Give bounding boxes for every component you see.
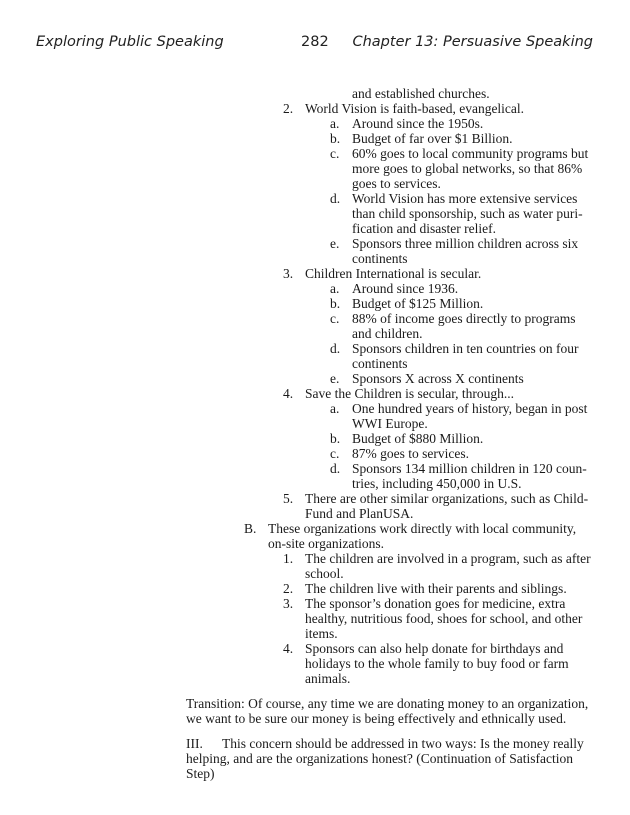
list-letter: c. (330, 446, 340, 461)
text-line: Budget of $125 Million. (352, 296, 484, 311)
text-line: than child sponsorship, such as water puri- (352, 206, 583, 221)
text-line: Sponsors X across X continents (352, 371, 524, 386)
text-line: healthy, nutritious food, shoes for school, and other (305, 611, 583, 626)
list-letter: a. (330, 281, 340, 296)
section-letter: B. (244, 521, 257, 536)
text-line: These organizations work directly with local community, (268, 521, 577, 536)
text-line: Fund and PlanUSA. (305, 506, 414, 521)
text-line: 88% of income goes directly to programs (352, 311, 576, 326)
text-line: The children live with their parents and siblings. (305, 581, 567, 596)
text-line: continents (352, 251, 408, 266)
list-letter: c. (330, 146, 340, 161)
text-line: Around since the 1950s. (352, 116, 484, 131)
list-number: 2. (283, 581, 294, 596)
text-line: animals. (305, 671, 351, 686)
text-line: Budget of $880 Million. (352, 431, 484, 446)
text-line: tries, including 450,000 in U.S. (352, 476, 522, 491)
text-line: Budget of far over $1 Billion. (352, 131, 513, 146)
list-letter: b. (330, 131, 341, 146)
text-line: continents (352, 356, 408, 371)
text-line: World Vision has more extensive services (352, 191, 578, 206)
list-number: 3. (283, 596, 294, 611)
list-number: 1. (283, 551, 294, 566)
text-line: items. (305, 626, 338, 641)
transition-text: Transition: Of course, any time we are donating money to an organization, (186, 696, 589, 711)
text-line: Children International is secular. (305, 266, 482, 281)
running-header-chapter: Chapter 13: Persuasive Speaking (352, 34, 593, 50)
text-line: WWI Europe. (352, 416, 428, 431)
running-header-book-title: Exploring Public Speaking (36, 34, 224, 50)
text-line: World Vision is faith-based, evangelical. (305, 101, 525, 116)
text-line: goes to services. (352, 176, 441, 191)
text-line: school. (305, 566, 344, 581)
text-line: The children are involved in a program, such as after (305, 551, 591, 566)
text-line: This concern should be addressed in two ways: Is the money really (222, 736, 584, 751)
text-line: holidays to the whole family to buy food or farm (305, 656, 569, 671)
list-number: 4. (283, 386, 294, 401)
text-line: more goes to global networks, so that 86% (352, 161, 583, 176)
list-letter: d. (330, 191, 341, 206)
list-letter: b. (330, 431, 341, 446)
text-line: on-site organizations. (268, 536, 384, 551)
list-letter: e. (330, 371, 340, 386)
list-number: 5. (283, 491, 294, 506)
text-line: Step) (186, 766, 215, 781)
transition-text: we want to be sure our money is being effectively and ethnically used. (186, 711, 567, 726)
page-number: 282 (301, 34, 329, 50)
list-letter: a. (330, 401, 340, 416)
list-letter: a. (330, 116, 340, 131)
list-number: 4. (283, 641, 294, 656)
text-line: Sponsors children in ten countries on four (352, 341, 579, 356)
text-line: 87% goes to services. (352, 446, 469, 461)
text-line: The sponsor’s donation goes for medicine, extra (305, 596, 566, 611)
list-letter: d. (330, 461, 341, 476)
text-line: Sponsors can also help donate for birthdays and (305, 641, 564, 656)
text-line: fication and disaster relief. (352, 221, 496, 236)
text-line: and established churches. (352, 86, 490, 101)
text-line: One hundred years of history, began in post (352, 401, 588, 416)
text-line: Save the Children is secular, through... (305, 386, 515, 401)
text-line: 60% goes to local community programs but (352, 146, 589, 161)
list-number: 3. (283, 266, 294, 281)
list-letter: e. (330, 236, 340, 251)
text-line: Around since 1936. (352, 281, 459, 296)
text-line: Sponsors 134 million children in 120 coun- (352, 461, 587, 476)
text-line: There are other similar organizations, such as Child- (305, 491, 589, 506)
list-letter: c. (330, 311, 340, 326)
list-letter: d. (330, 341, 341, 356)
list-number: 2. (283, 101, 294, 116)
section-numeral: III. (186, 736, 203, 751)
list-letter: b. (330, 296, 341, 311)
text-line: Sponsors three million children across six (352, 236, 579, 251)
text-line: and children. (352, 326, 423, 341)
text-line: helping, and are the organizations honest? (Continuation of Satisfaction (186, 751, 574, 766)
